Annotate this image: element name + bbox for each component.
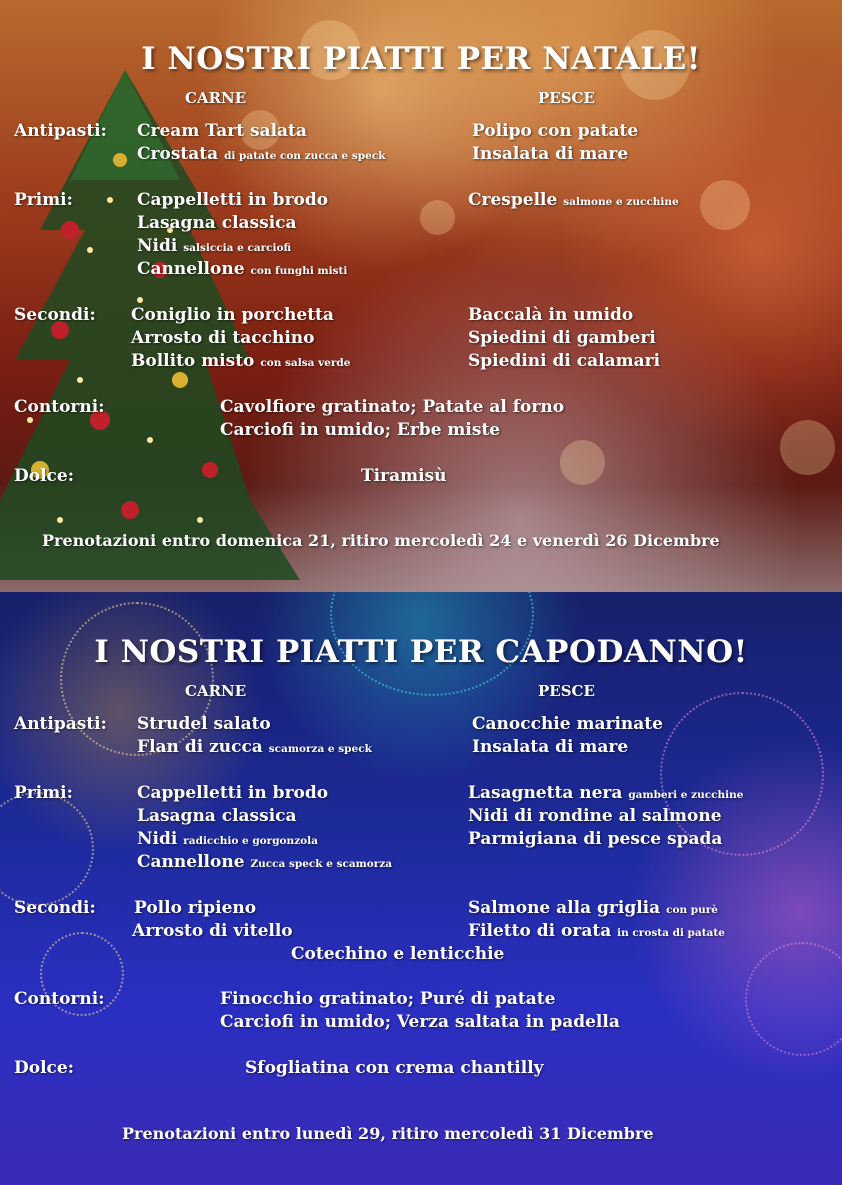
menu-item: Nidi radicchio e gorgonzola: [137, 829, 318, 849]
menu-item: Nidi di rondine al salmone: [468, 806, 722, 826]
menu-item: Nidi salsiccia e carciofi: [137, 236, 292, 256]
menu-item: Arrosto di vitello: [132, 921, 293, 941]
menu-item: Lasagnetta nera gamberi e zucchine: [468, 783, 744, 803]
pesce-header: PESCE: [538, 682, 595, 700]
christmas-tree-icon: [0, 0, 320, 592]
secondi-label: Secondi:: [14, 305, 96, 325]
menu-item: Cannellone Zucca speck e scamorza: [137, 852, 393, 872]
natale-panel: [0, 0, 842, 592]
menu-item: Lasagna classica: [137, 213, 297, 233]
carne-header: CARNE: [185, 89, 247, 107]
prenotazioni-note: Prenotazioni entro domenica 21, ritiro mercoledì 24 e venerdì 26 Dicembre: [42, 531, 720, 550]
primi-label: Primi:: [14, 783, 73, 803]
menu-item: Canocchie marinate: [472, 714, 663, 734]
fireworks-icon: [0, 792, 94, 906]
menu-item: Bollito misto con salsa verde: [131, 351, 351, 371]
dolce-item: Sfogliatina con crema chantilly: [245, 1058, 544, 1078]
menu-item: Cappelletti in brodo: [137, 783, 329, 803]
menu-item: Polipo con patate: [472, 121, 639, 141]
menu-item: Flan di zucca scamorza e speck: [137, 737, 372, 757]
antipasti-label: Antipasti:: [14, 121, 107, 141]
contorni-line: Cavolfiore gratinato; Patate al forno: [220, 397, 565, 417]
bokeh-light: [420, 200, 455, 235]
antipasti-label: Antipasti:: [14, 714, 107, 734]
bokeh-light: [700, 180, 750, 230]
menu-item: Coniglio in porchetta: [131, 305, 334, 325]
contorni-line: Carciofi in umido; Verza saltata in padella: [220, 1012, 620, 1032]
page-title: I NOSTRI PIATTI PER NATALE!: [141, 41, 701, 77]
dolce-label: Dolce:: [14, 1058, 74, 1078]
dolce-label: Dolce:: [14, 466, 74, 486]
menu-item: Spiedini di calamari: [468, 351, 661, 371]
prenotazioni-note: Prenotazioni entro lunedì 29, ritiro mercoledì 31 Dicembre: [122, 1124, 654, 1143]
menu-item: Insalata di mare: [472, 737, 629, 757]
menu-item: Baccalà in umido: [468, 305, 634, 325]
menu-item: Cream Tart salata: [137, 121, 307, 141]
menu-item: Filetto di orata in crosta di patate: [468, 921, 725, 941]
secondi-label: Secondi:: [14, 898, 96, 918]
carne-header: CARNE: [185, 682, 247, 700]
menu-item: Arrosto di tacchino: [131, 328, 315, 348]
menu-item: Salmone alla griglia con purè: [468, 898, 718, 918]
fireworks-icon: [745, 942, 842, 1056]
menu-item: Pollo ripieno: [134, 898, 257, 918]
menu-item: Strudel salato: [137, 714, 271, 734]
menu-item: Cannellone con funghi misti: [137, 259, 348, 279]
bokeh-light: [560, 440, 605, 485]
bokeh-light: [780, 420, 835, 475]
contorni-line: Carciofi in umido; Erbe miste: [220, 420, 501, 440]
menu-item: Crespelle salmone e zucchine: [468, 190, 679, 210]
capodanno-panel: [0, 592, 842, 1185]
menu-item: Cappelletti in brodo: [137, 190, 329, 210]
menu-item: Parmigiana di pesce spada: [468, 829, 723, 849]
menu-item: Lasagna classica: [137, 806, 297, 826]
dolce-item: Tiramisù: [361, 466, 447, 486]
pesce-header: PESCE: [538, 89, 595, 107]
contorni-line: Finocchio gratinato; Puré di patate: [220, 989, 556, 1009]
menu-item: Crostata di patate con zucca e speck: [137, 144, 386, 164]
page-title: I NOSTRI PIATTI PER CAPODANNO!: [94, 634, 748, 670]
menu-item: Cotechino e lenticchie: [291, 944, 505, 964]
menu-item: Insalata di mare: [472, 144, 629, 164]
contorni-label: Contorni:: [14, 397, 105, 417]
primi-label: Primi:: [14, 190, 73, 210]
contorni-label: Contorni:: [14, 989, 105, 1009]
menu-item: Spiedini di gamberi: [468, 328, 656, 348]
